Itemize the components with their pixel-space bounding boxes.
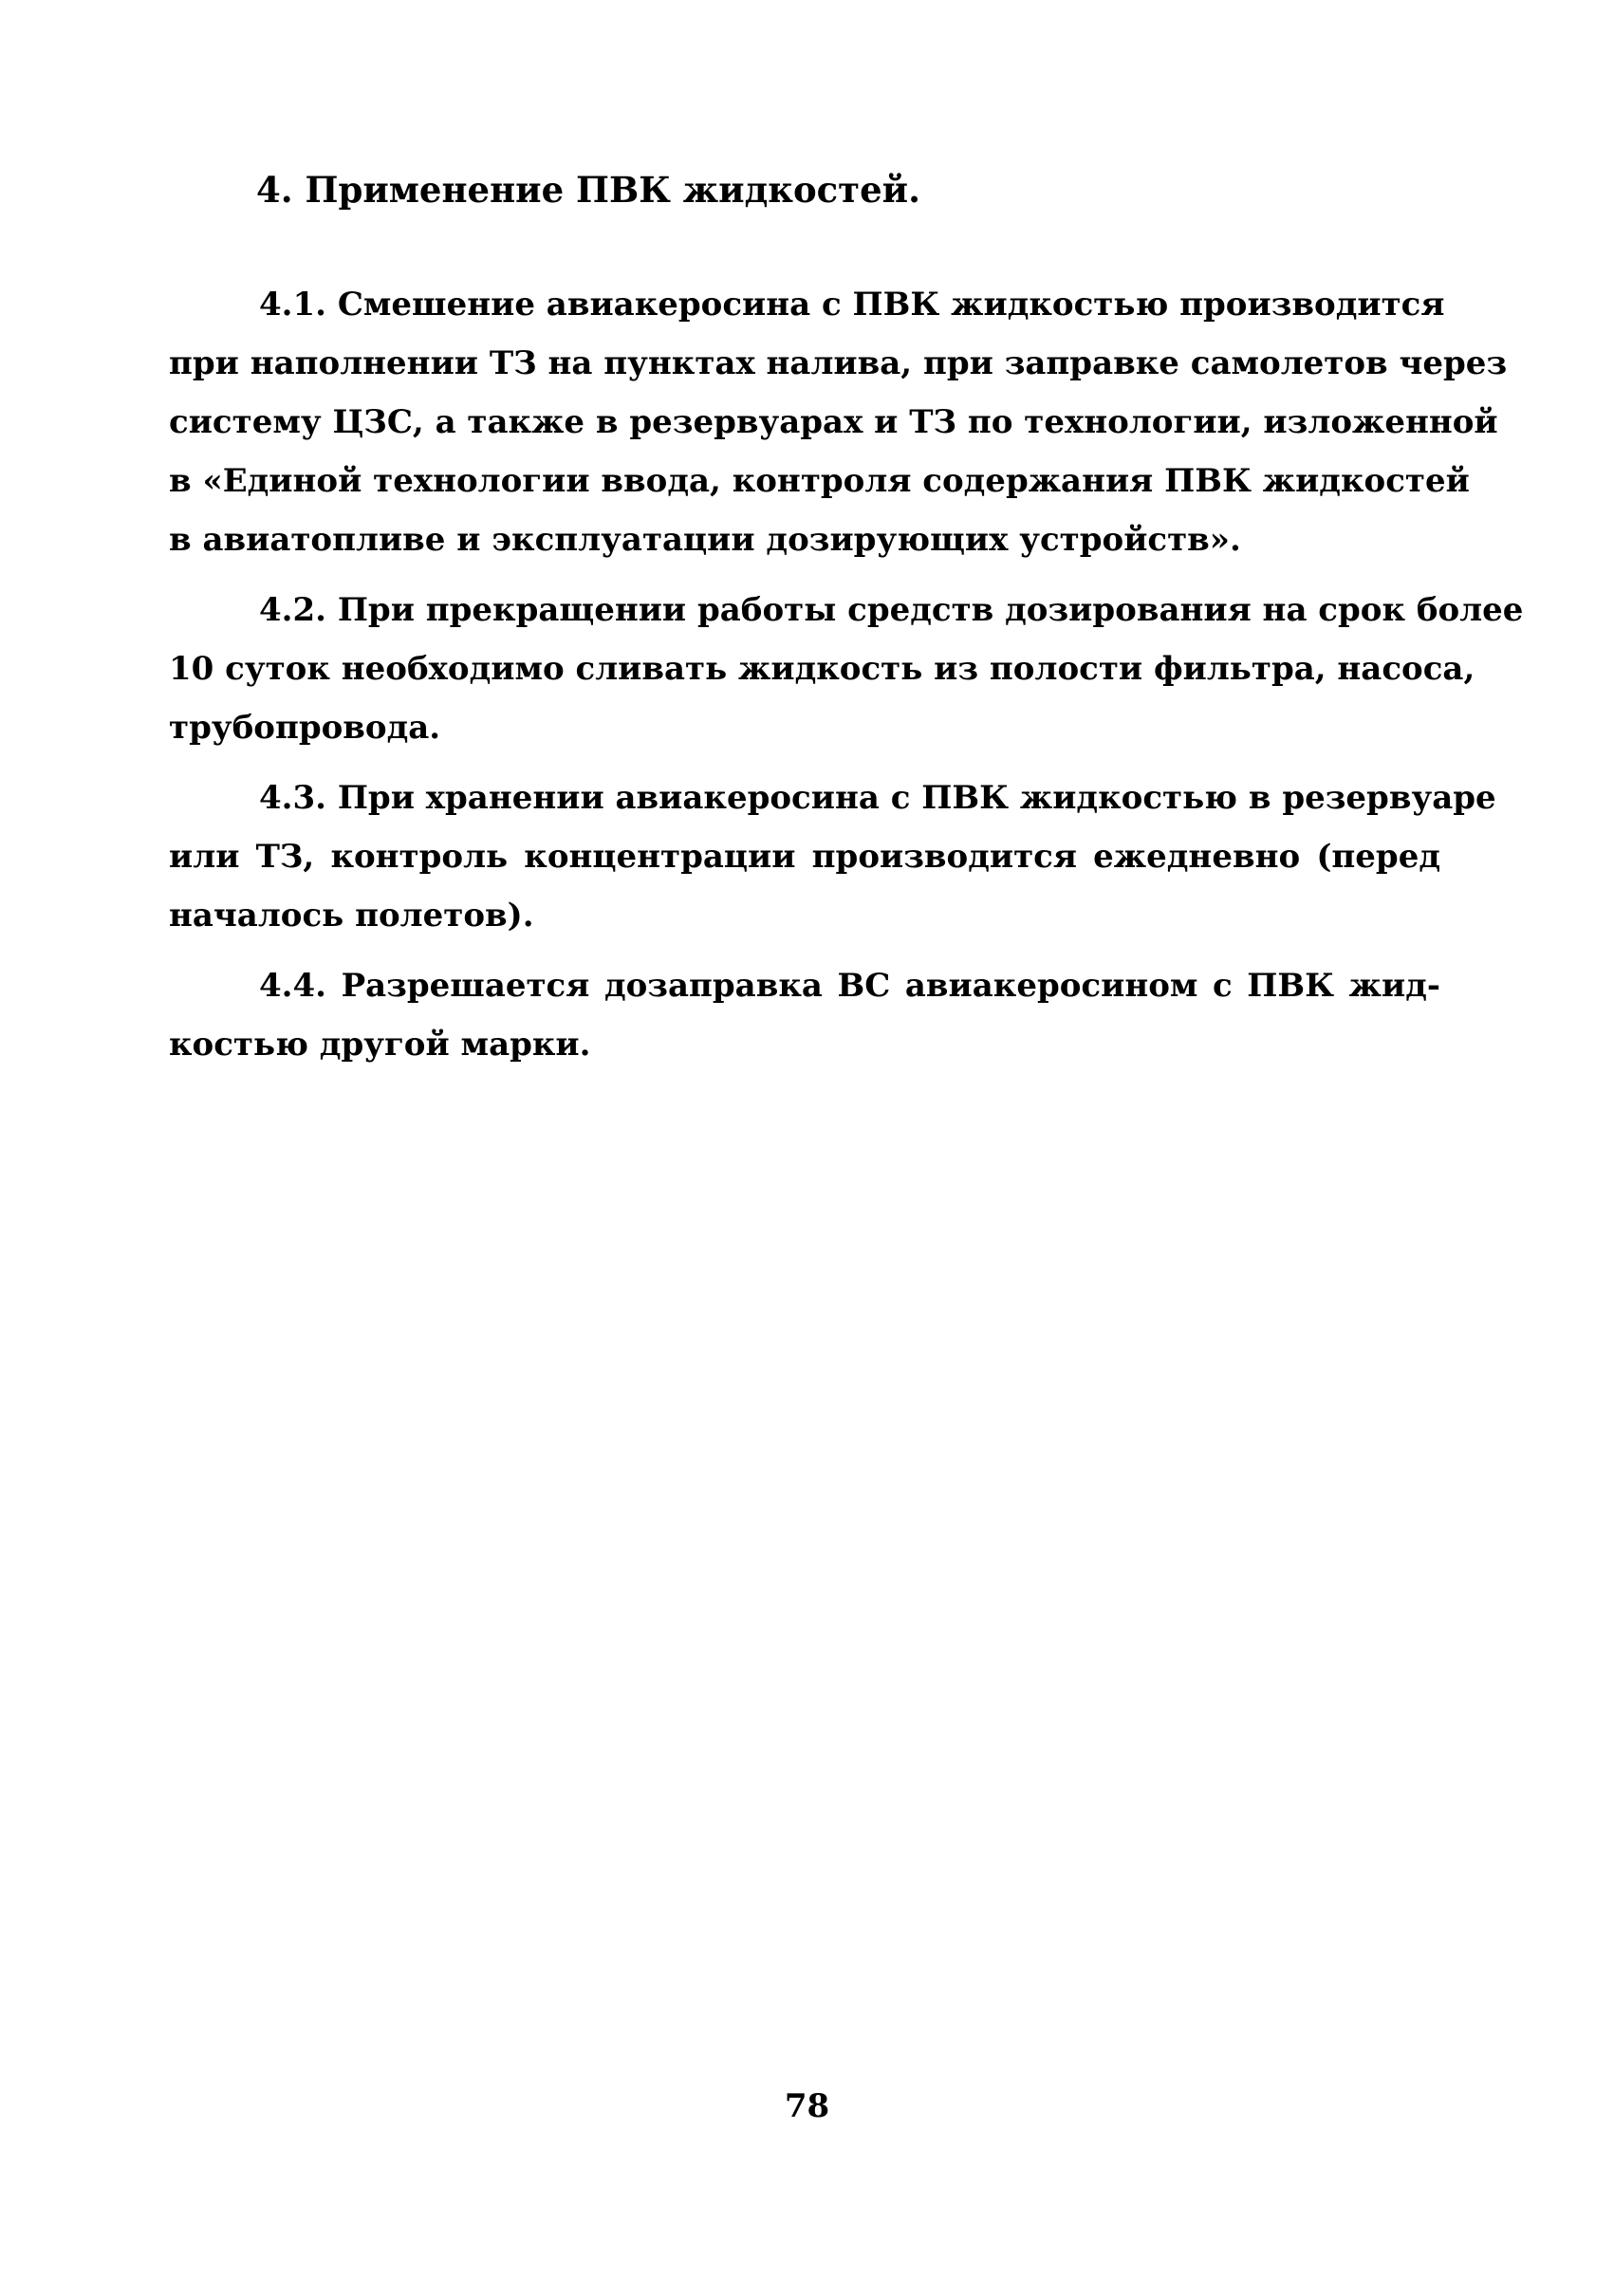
text-line: или ТЗ, контроль концентрации производится ежедневно (перед	[169, 838, 1440, 876]
paragraph-4-1	[169, 275, 1508, 569]
text-line: 4.4. Разрешается дозаправка ВС авиакеросином с ПВК жид-	[259, 967, 1440, 1005]
text-line: костью другой марки.	[169, 1026, 591, 1064]
text-line: 4.3. При хранении авиакеросина с ПВК жидкостью в резервуаре	[259, 779, 1496, 817]
section-body	[169, 275, 1524, 1085]
text-line: в авиатопливе и эксплуатации дозирующих устройств».	[169, 521, 1241, 559]
text-line: при наполнении ТЗ на пунктах налива, при заправке самолетов через	[169, 344, 1508, 382]
text-line: систему ЦЗС, а также в резервуарах и ТЗ по технологии, изложенной	[169, 403, 1498, 441]
text-line: 4.1. Смешение авиакеросина с ПВК жидкостью производится	[259, 286, 1445, 324]
section-heading: 4. Применение ПВК жидкостей.	[256, 169, 920, 211]
paragraph-4-3	[169, 768, 1496, 945]
text-line: началось полетов).	[169, 897, 534, 935]
text-line: трубопровода.	[169, 709, 441, 747]
text-line: 4.2. При прекращении работы средств дозирования на срок более	[259, 591, 1524, 629]
text-line: в «Единой технологии ввода, контроля содержания ПВК жидкостей	[169, 462, 1470, 500]
paragraph-4-4	[169, 956, 1440, 1074]
text-line: 10 суток необходимо сливать жидкость из полости фильтра, насоса,	[169, 650, 1475, 688]
paragraph-4-2	[169, 581, 1524, 757]
page-number: 78	[784, 2087, 830, 2125]
